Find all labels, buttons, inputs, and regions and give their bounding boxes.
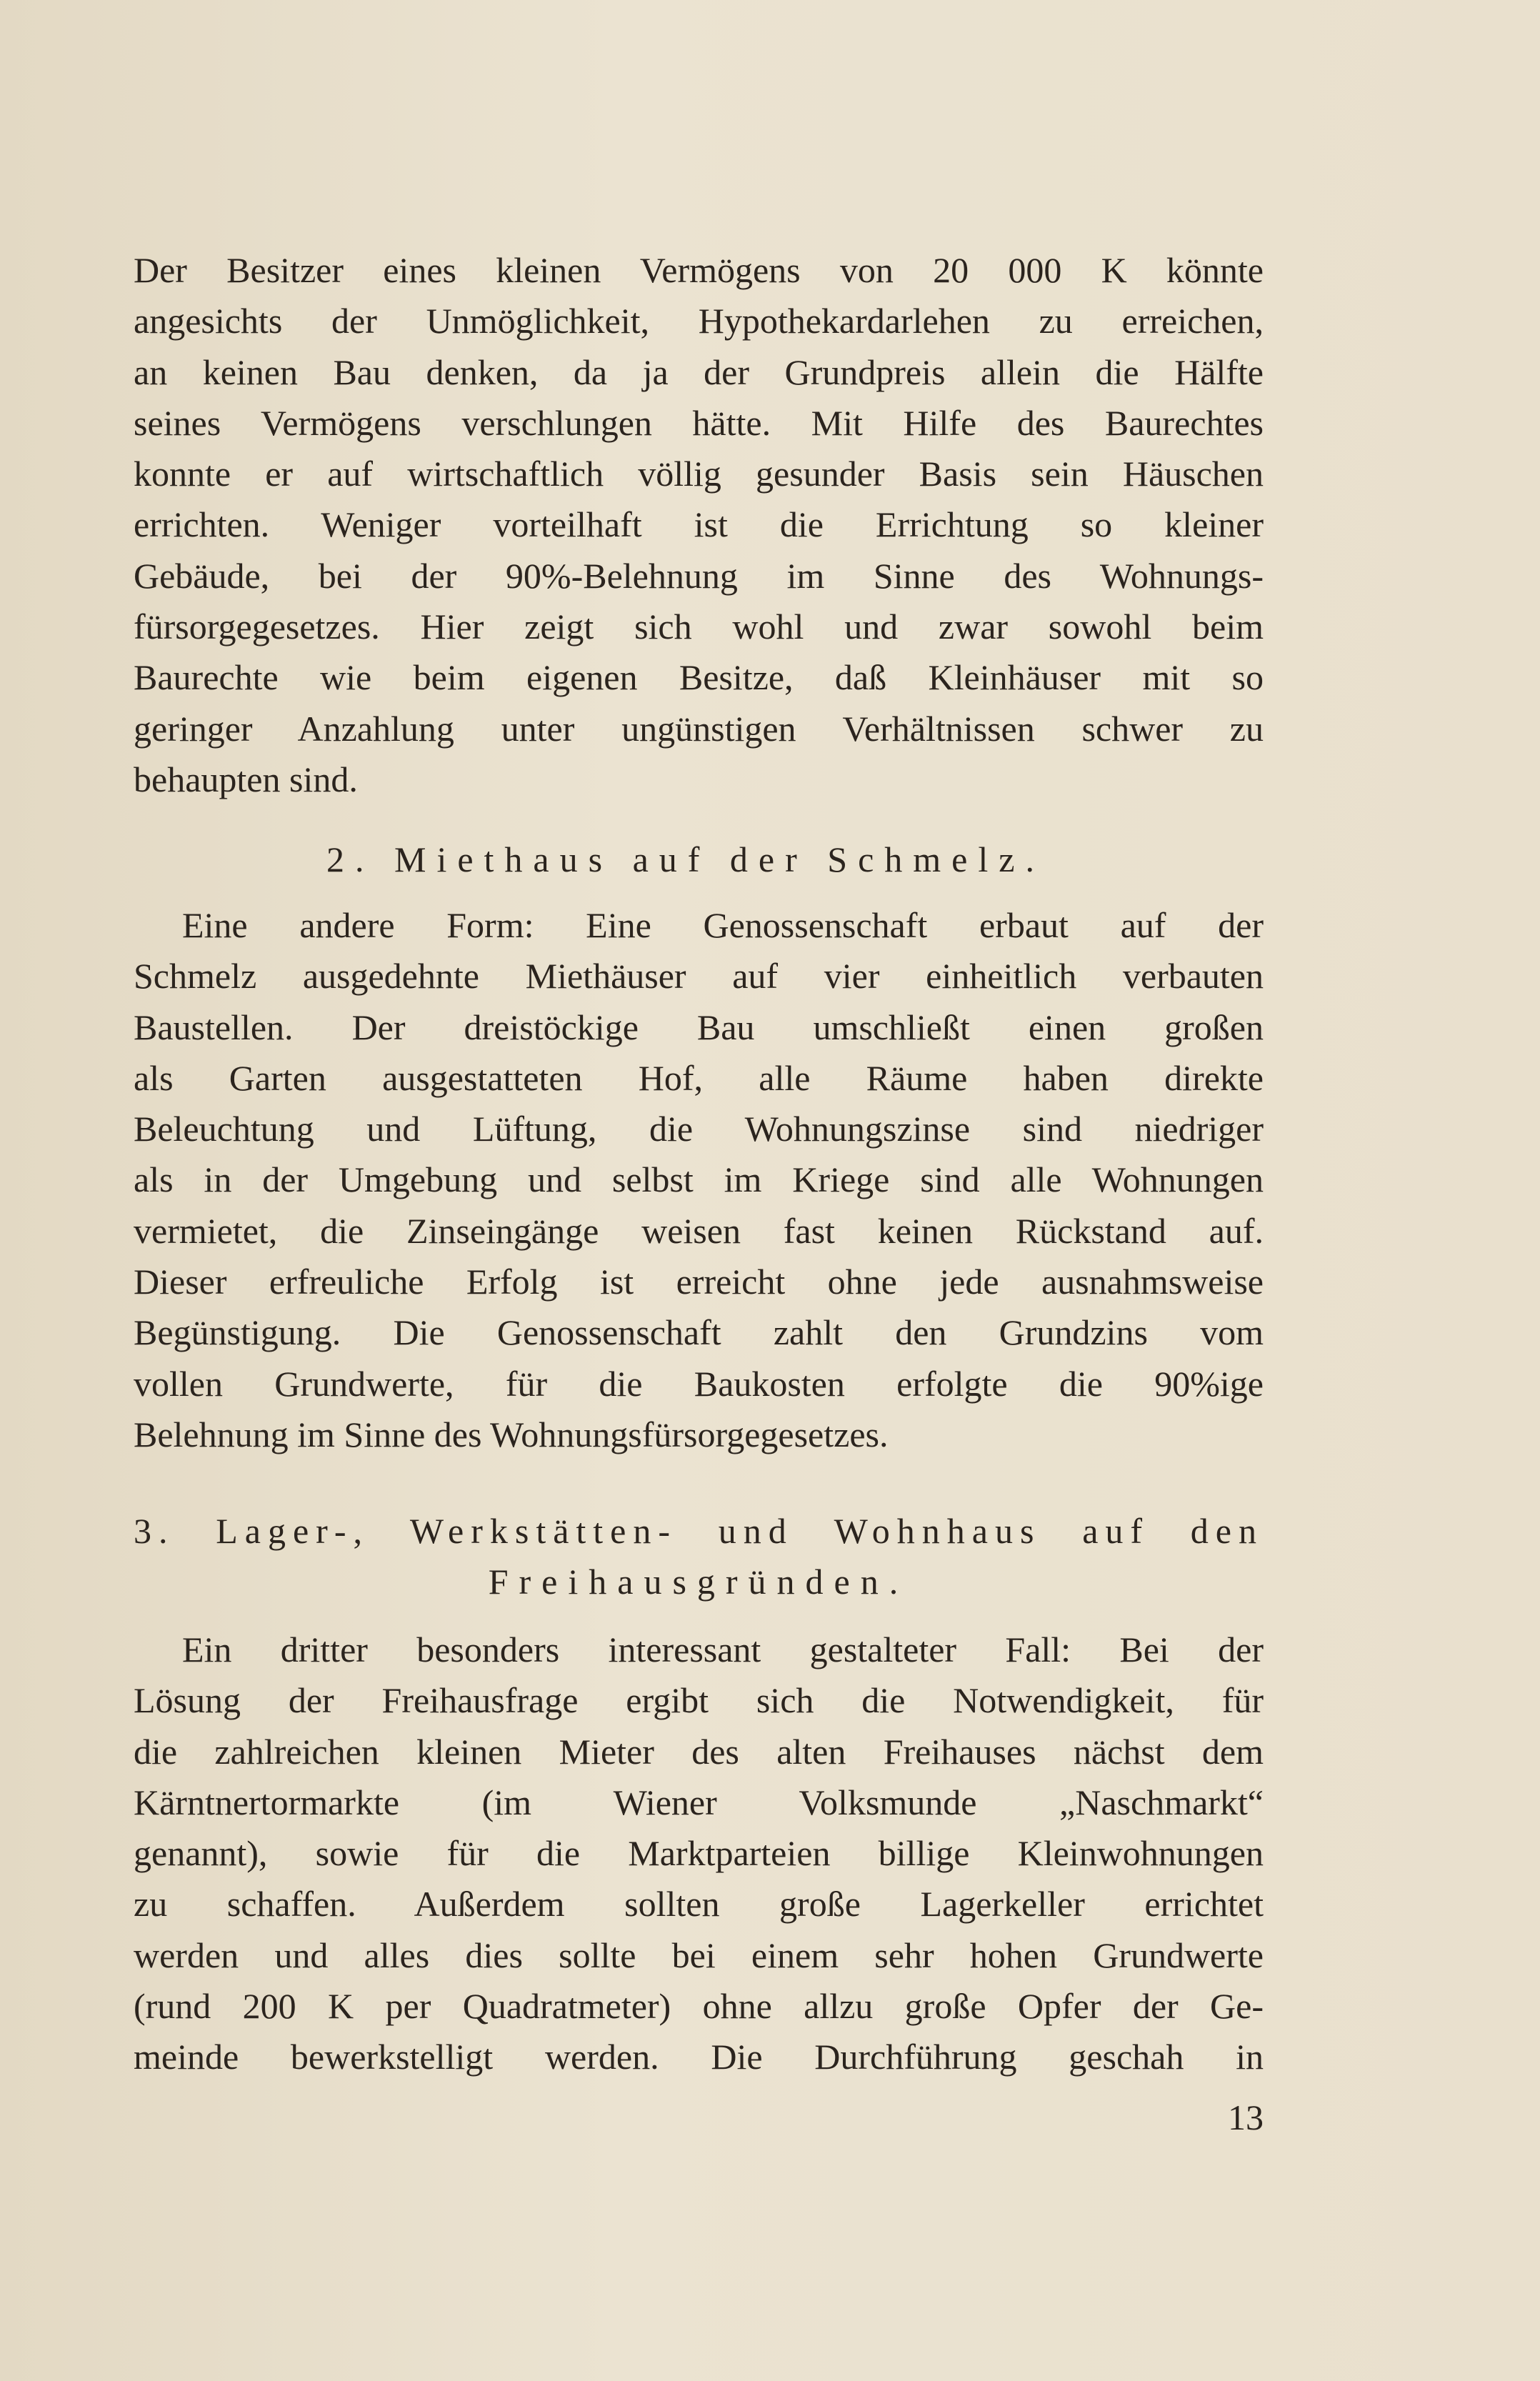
text-line: Der Besitzer eines kleinen Vermögens von 20 000 K könnte — [134, 250, 1264, 290]
section-heading-2: 2. Miethaus auf der Schmelz. — [326, 839, 1045, 879]
heading-line: Freihausgründen. — [488, 1562, 909, 1602]
text-line: Gebäude, bei der 90%-Belehnung im Sinne des Wohnungs- — [134, 555, 1264, 596]
paragraph-2 — [134, 900, 1264, 1460]
text-line: Schmelz ausgedehnte Miethäuser auf vier einheitlich verbauten — [134, 956, 1264, 997]
paragraph-3 — [134, 1624, 1264, 2083]
text-line: seines Vermögens verschlungen hätte. Mit Hilfe des Baurechtes — [134, 402, 1264, 443]
section-heading-3 — [134, 1506, 1264, 1608]
paragraph-1 — [134, 245, 1264, 805]
text-line: Ein dritter besonders interessant gestalteter Fall: Bei der — [182, 1629, 1264, 1669]
text-line: Baustellen. Der dreistöckige Bau umschließt einen großen — [134, 1007, 1264, 1047]
text-line: Beleuchtung und Lüftung, die Wohnungszinse sind niedriger — [134, 1109, 1264, 1149]
text-line: Lösung der Freihausfrage ergibt sich die Notwendigkeit, für — [134, 1680, 1264, 1721]
text-line: Belehnung im Sinne des Wohnungsfürsorgegesetzes. — [134, 1414, 889, 1454]
text-line: genannt), sowie für die Marktparteien billige Kleinwohnungen — [134, 1833, 1264, 1874]
text-line: Dieser erfreuliche Erfolg ist erreicht ohne jede ausnahmsweise — [134, 1262, 1264, 1302]
text-line: (rund 200 K per Quadratmeter) ohne allzu große Opfer der Ge- — [134, 1986, 1264, 2027]
text-line: werden und alles dies sollte bei einem sehr hohen Grundwerte — [134, 1935, 1264, 1975]
text-line: behaupten sind. — [134, 759, 358, 799]
text-line: vollen Grundwerte, für die Baukosten erfolgte die 90%ige — [134, 1363, 1264, 1404]
text-line: Eine andere Form: Eine Genossenschaft erbaut auf der — [182, 905, 1264, 945]
text-line: Begünstigung. Die Genossenschaft zahlt den Grundzins vom — [134, 1312, 1264, 1353]
text-line: meinde bewerkstelligt werden. Die Durchführung geschah in — [134, 2037, 1264, 2077]
page-number-text: 13 — [1228, 2097, 1264, 2137]
text-line: vermietet, die Zinseingänge weisen fast keinen Rückstand auf. — [134, 1210, 1264, 1251]
text-line: fürsorgegesetzes. Hier zeigt sich wohl und zwar sowohl beim — [134, 607, 1264, 647]
text-line: errichten. Weniger vorteilhaft ist die Errichtung so kleiner — [134, 504, 1264, 545]
text-line: Kärntnertormarkte (im Wiener Volksmunde „Naschmarkt“ — [134, 1782, 1264, 1822]
text-line: als in der Umgebung und selbst im Kriege sind alle Wohnungen — [134, 1159, 1264, 1200]
text-line: als Garten ausgestatteten Hof, alle Räume haben direkte — [134, 1057, 1264, 1098]
text-line: zu schaffen. Außerdem sollten große Lagerkeller errichtet — [134, 1884, 1264, 1925]
heading-line: 3. Lager-, Werkstätten- und Wohnhaus auf den — [134, 1511, 1264, 1551]
page-number — [134, 2092, 1264, 2143]
text-line: die zahlreichen kleinen Mieter des alten Freihauses nächst dem — [134, 1731, 1264, 1772]
text-line: angesichts der Unmöglichkeit, Hypothekardarlehen zu erreichen, — [134, 301, 1264, 341]
text-line: an keinen Bau denken, da ja der Grundpreis allein die Hälfte — [134, 351, 1264, 392]
text-line: konnte er auf wirtschaftlich völlig gesunder Basis sein Häuschen — [134, 454, 1264, 494]
text-line: geringer Anzahlung unter ungünstigen Verhältnissen schwer zu — [134, 708, 1264, 749]
text-line: Baurechte wie beim eigenen Besitze, daß Kleinhäuser mit so — [134, 657, 1264, 698]
